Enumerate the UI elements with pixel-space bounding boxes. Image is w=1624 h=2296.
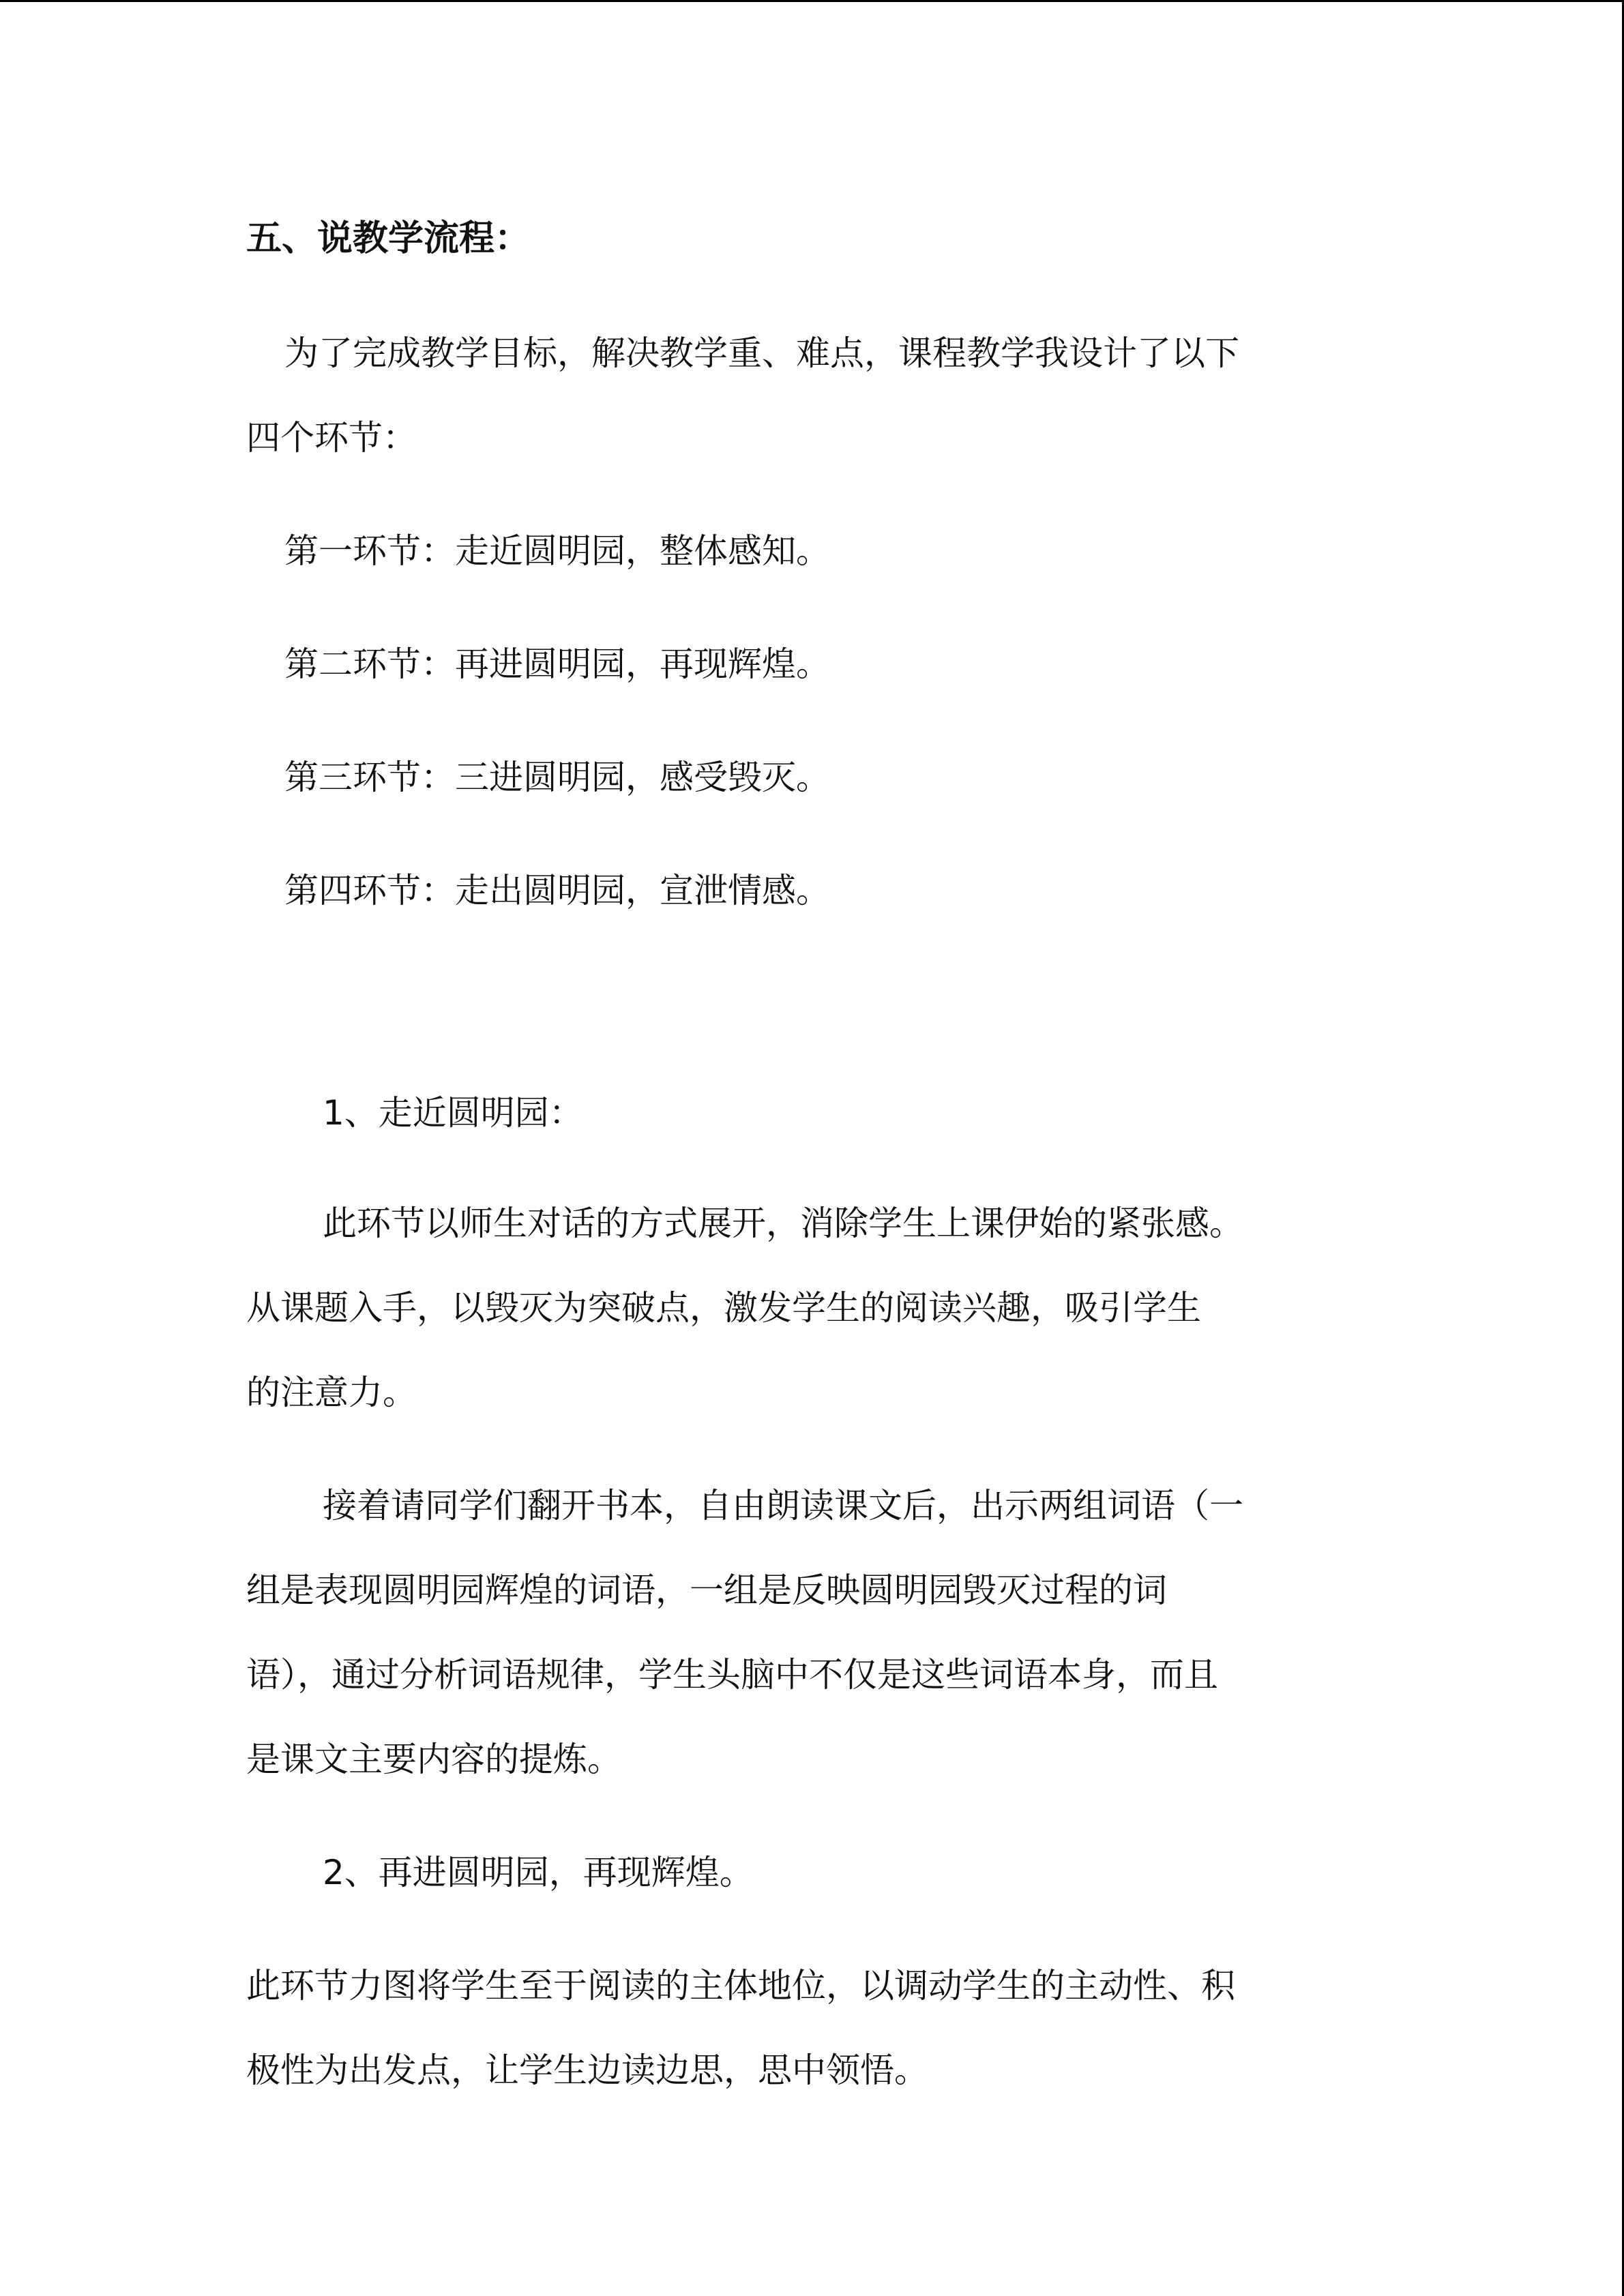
section-heading: 五、说教学流程： [246,218,531,259]
step-2: 第二环节：再进圆明园，再现辉煌。 [284,644,830,684]
subsection-2-title: 2、再进圆明园，再现辉煌。 [323,1853,754,1892]
sub2-para-line-1: 此环节力图将学生至于阅读的主体地位，以调动学生的主动性、积 [246,1966,1235,2006]
sub1-para2-line-1: 接着请同学们翻开书本，自由朗读课文后，出示两组词语（一 [323,1486,1243,1525]
sub1-para2-line-3: 语），通过分析词语规律，学生头脑中不仅是这些词语本身，而且 [246,1655,1218,1695]
sub1-para1-line-2: 从课题入手，以毁灭为突破点，激发学生的阅读兴趣，吸引学生 [246,1288,1201,1328]
step-3: 第三环节：三进圆明园，感受毁灭。 [284,758,830,797]
step-4: 第四环节：走出圆明园，宣泄情感。 [284,871,830,910]
sub1-para2-line-4: 是课文主要内容的提炼。 [246,1740,621,1779]
subsection-1-title: 1、走近圆明园： [323,1093,583,1133]
sub1-para1-line-1: 此环节以师生对话的方式展开，消除学生上课伊始的紧张感。 [323,1204,1243,1243]
sub1-para1-line-3: 的注意力。 [246,1373,417,1412]
sub1-para2-line-2: 组是表现圆明园辉煌的词语，一组是反映圆明园毁灭过程的词 [246,1570,1167,1610]
page-top-border [0,0,1624,2]
sub2-para-line-2: 极性为出发点，让学生边读边思，思中领悟。 [246,2051,928,2090]
intro-line-2: 四个环节： [246,418,417,458]
step-1: 第一环节：走近圆明园，整体感知。 [284,531,830,571]
intro-line-1: 为了完成教学目标，解决教学重、难点，课程教学我设计了以下 [284,333,1239,373]
